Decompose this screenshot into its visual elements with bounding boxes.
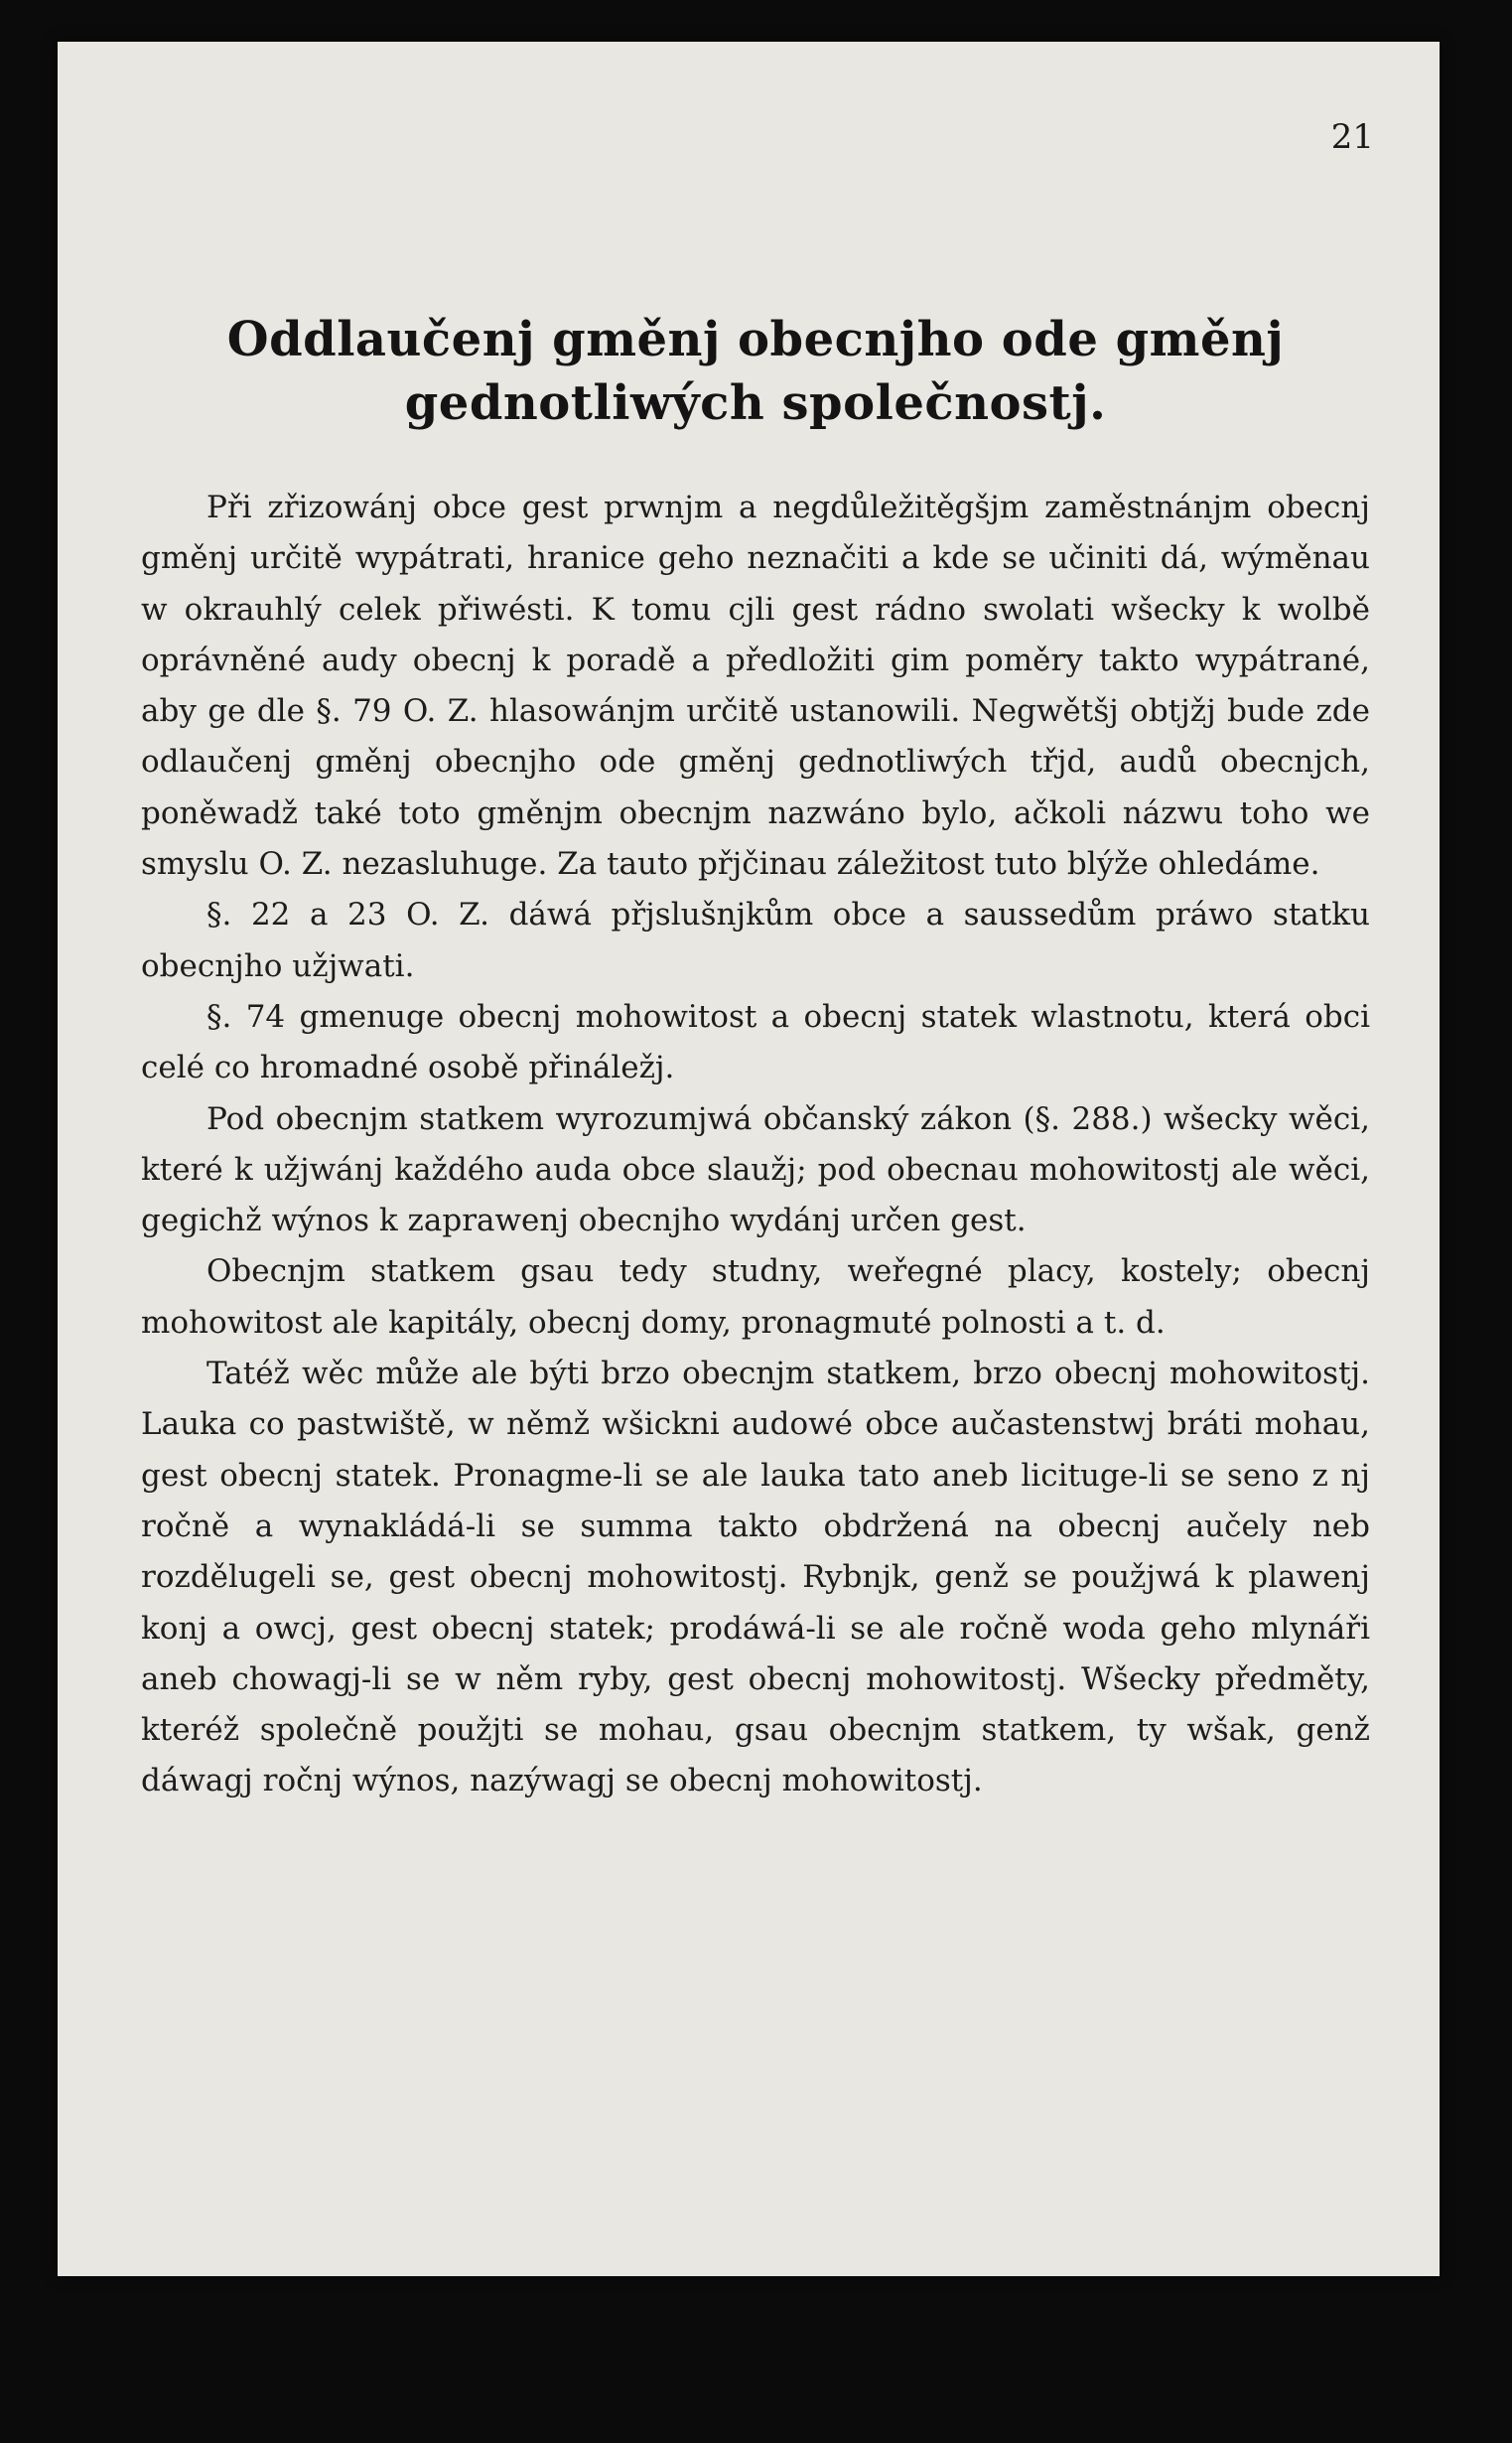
paragraph: §. 74 gmenuge obecnj mohowitost a obecnj statek wlastnotu, která obci celé co hromadné osobě přináležj. (141, 998, 1370, 1086)
paragraph: Obecnjm statkem gsau tedy studny, weřegné placy, kostely; obecnj mohowitost ale kapitály, obecnj domy, pronagmuté polnosti a t. d. (141, 1253, 1370, 1341)
body-text (141, 483, 1370, 1807)
paragraph: Při zřizowánj obce gest prwnjm a negdůležitěgšjm zaměstnánjm obecnj gměnj určitě wypátrati, hranice geho neznačiti a kde se učiniti dá, wýměnau w okrauhlý celek přiwésti. K tomu cjli gest rádno swolati wšecky k wolbě oprávněné audy obecnj k poradě a předložiti gim poměry takto wypátrané, aby ge dle §. 79 O. Z. hlasowánjm určitě ustanowili. Negwětšj obtjžj bude zde odlaučenj gměnj obecnjho ode gměnj gednotliwých třjd, audů obecnjch, poněwadž také toto gměnjm obecnjm nazwáno bylo, ačkoli názwu toho we smyslu O. Z. nezasluhuge. Za tauto přjčinau záležitost tuto blýže ohledáme. (141, 490, 1370, 883)
document-page (58, 42, 1440, 2276)
paragraph: §. 22 a 23 O. Z. dáwá přjslušnjkům obce a saussedům práwo statku obecnjho užjwati. (141, 897, 1370, 984)
paragraph: Pod obecnjm statkem wyrozumjwá občanský zákon (§. 288.) wšecky wěci, které k užjwánj každého auda obce slaužj; pod obecnau mohowitostj ale wěci, gegichž wýnos k zaprawenj obecnjho wydánj určen gest. (141, 1100, 1370, 1239)
page-number: 21 (1330, 117, 1374, 157)
section-heading: Oddlaučenj gměnj obecnjho ode gměnj gednotliwých společnostj. (226, 312, 1285, 431)
paragraph: Tatéž wěc může ale býti brzo obecnjm statkem, brzo obecnj mohowitostj. Lauka co pastwiště, w němž wšickni audowé obce aučastenstwj bráti mohau, gest obecnj statek. Pronagme-li se ale lauka tato aneb licituge-li se seno z nj ročně a wynakládá-li se summa takto obdržená na obecnj aučely neb rozdělugeli se, gest obecnj mohowitostj. Rybnjk, genž se použjwá k plawenj konj a owcj, gest obecnj statek; prodáwá-li se ale ročně woda geho mlynáři aneb chowagj-li se w něm ryby, gest obecnj mohowitostj. Wšecky předměty, kteréž společně použjti se mohau, gsau obecnjm statkem, ty wšak, genž dáwagj ročnj wýnos, nazýwagj se obecnj mohowitostj. (141, 1356, 1370, 1799)
